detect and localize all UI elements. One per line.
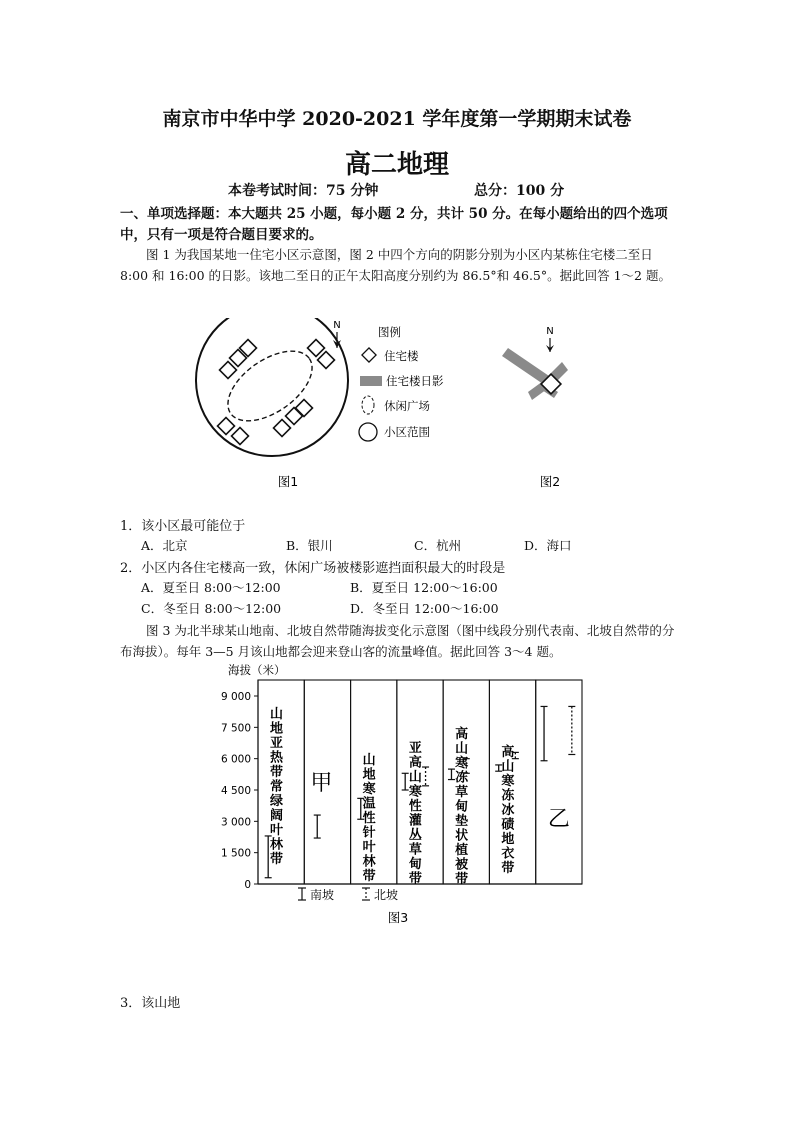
figure-1-2 — [190, 318, 610, 493]
svg-text:山: 山 — [362, 753, 376, 768]
svg-text:性: 性 — [362, 811, 376, 826]
svg-text:冻: 冻 — [455, 770, 469, 786]
svg-text:垫: 垫 — [455, 814, 469, 829]
svg-text:林: 林 — [362, 854, 376, 870]
svg-text:高: 高 — [455, 727, 469, 742]
fig1-caption: 图1 — [277, 474, 299, 489]
svg-text:山: 山 — [501, 759, 515, 775]
svg-text:带: 带 — [408, 871, 422, 887]
building — [308, 340, 325, 357]
y-tick-label: 9 000 — [220, 691, 251, 703]
svg-text:植: 植 — [455, 843, 469, 858]
building — [218, 418, 235, 435]
zone-label: 甲 — [310, 771, 333, 796]
q2-option-d[interactable]: D．冬至日 12:00～16:00 — [350, 601, 499, 616]
svg-text:灌: 灌 — [408, 813, 422, 829]
svg-text:针: 针 — [362, 825, 376, 841]
svg-text:亚: 亚 — [270, 736, 284, 751]
svg-text:带: 带 — [455, 872, 469, 887]
exam-title: 南京市中华中学 2020-2021 学年度第一学期期末试卷 — [162, 108, 632, 130]
q2-option-a[interactable]: A．夏至日 8:00～12:00 — [141, 580, 281, 595]
legend-plaza-icon — [362, 396, 374, 414]
svg-text:寒: 寒 — [501, 774, 515, 789]
subject-title: 高二地理 — [344, 150, 449, 180]
svg-text:带: 带 — [501, 861, 515, 876]
y-tick-label: 1 500 — [220, 847, 251, 860]
zone-label — [455, 726, 469, 887]
svg-text:地: 地 — [362, 767, 376, 783]
zone-label — [408, 741, 422, 887]
y-axis-label: 海拔（米） — [228, 663, 286, 677]
fig3-caption: 图3 — [387, 910, 409, 925]
leisure-plaza — [216, 337, 324, 435]
intro-q1-2: 图 1 为我国某地一住宅小区示意图，图 2 中四个方向的阴影分别为小区内某栋住宅楼二至日 8:00 和 16:00 的日影。该地二至日的正午太阳高度分别约为 86.5°和 46.5°。据此回答 1～2 题。 — [120, 247, 671, 283]
zone-column — [536, 680, 582, 884]
svg-text:甸: 甸 — [455, 799, 469, 815]
building — [232, 428, 249, 445]
svg-text:山: 山 — [455, 741, 469, 757]
svg-text:高: 高 — [501, 745, 515, 760]
south-slope-range — [314, 815, 321, 838]
svg-text:冰: 冰 — [501, 803, 515, 818]
north-arrow-icon — [546, 326, 554, 352]
legend-title: 图例 — [378, 325, 401, 339]
y-tick-label: 0 — [244, 879, 251, 891]
building — [220, 362, 237, 379]
svg-text:温: 温 — [362, 796, 376, 812]
svg-text:阔: 阔 — [270, 808, 284, 824]
north-slope-range — [568, 706, 575, 754]
svg-text:叶: 叶 — [270, 823, 284, 838]
svg-text:草: 草 — [408, 842, 422, 858]
y-tick-label: 7 500 — [220, 722, 251, 735]
south-slope-range — [448, 769, 455, 779]
legend-label: 住宅楼 — [384, 349, 419, 363]
legend-north — [362, 887, 398, 902]
svg-text:热: 热 — [270, 750, 284, 766]
q1-option-b[interactable]: B．银川 — [286, 538, 333, 553]
svg-text:N: N — [546, 326, 554, 337]
svg-text:南坡: 南坡 — [310, 888, 335, 902]
svg-text:N: N — [333, 320, 341, 331]
question-3: 3．该山地 — [120, 996, 181, 1011]
legend-label: 小区范围 — [384, 425, 430, 439]
svg-text:冻: 冻 — [501, 788, 515, 804]
fig2-caption: 图2 — [539, 474, 561, 489]
svg-text:山: 山 — [270, 707, 284, 722]
svg-text:林: 林 — [270, 837, 284, 853]
section-heading: 一、单项选择题：本大题共 25 小题，每小题 2 分，共计 50 分。在每小题给出的四个选项中，只有一项是符合题目要求的。 — [120, 206, 668, 243]
exam-score: 总分：100 分 — [474, 183, 565, 199]
y-tick-label: 3 000 — [220, 816, 251, 829]
figure-2-shadows — [502, 348, 568, 400]
intro-q3-4: 图 3 为北半球某山地南、北坡自然带随海拔变化示意图（图中线段分别代表南、北坡自然带的分布海拔）。每年 3—5 月该山地都会迎来登山客的流量峰值。据此回答 3～4 题。 — [120, 623, 675, 659]
svg-text:地: 地 — [270, 721, 284, 737]
question-2: 2．小区内各住宅楼高一致，休闲广场被楼影遮挡面积最大的时段是 — [120, 561, 506, 576]
svg-text:性: 性 — [408, 799, 422, 814]
q1-option-c[interactable]: C．杭州 — [414, 538, 462, 553]
svg-text:寒: 寒 — [455, 756, 469, 771]
residential-buildings — [218, 340, 335, 445]
svg-text:带: 带 — [270, 852, 284, 867]
legend-building-icon — [362, 348, 376, 362]
svg-text:甸: 甸 — [408, 857, 422, 872]
y-tick-label: 6 000 — [220, 753, 251, 766]
legend-south — [298, 887, 334, 902]
svg-text:寒: 寒 — [408, 784, 422, 800]
legend-label: 休闲广场 — [384, 399, 430, 413]
svg-text:寒: 寒 — [362, 782, 376, 797]
north-slope-range — [422, 767, 429, 786]
svg-text:丛: 丛 — [408, 828, 422, 843]
svg-text:常: 常 — [270, 779, 284, 795]
svg-text:碛: 碛 — [501, 817, 515, 833]
zone-label — [501, 744, 515, 876]
y-tick-label: 4 500 — [220, 785, 251, 797]
zone-label — [362, 753, 377, 884]
svg-text:带: 带 — [270, 765, 284, 780]
svg-text:叶: 叶 — [362, 840, 376, 855]
q2-option-b[interactable]: B．夏至日 12:00～16:00 — [350, 580, 498, 595]
exam-time: 本卷考试时间：75 分钟 — [228, 183, 379, 199]
legend-shadow-icon — [360, 376, 382, 386]
q2-option-c[interactable]: C．冬至日 8:00～12:00 — [141, 601, 282, 616]
svg-text:山: 山 — [408, 770, 422, 785]
question-1: 1．该小区最可能位于 — [120, 519, 246, 534]
legend-boundary-icon — [359, 423, 377, 441]
svg-text:状: 状 — [455, 828, 469, 844]
svg-text:高: 高 — [408, 755, 422, 771]
svg-text:带: 带 — [362, 869, 376, 884]
q1-option-a[interactable]: A．北京 — [141, 538, 188, 553]
svg-text:草: 草 — [455, 785, 469, 800]
zone-label — [270, 707, 284, 867]
q1-option-d[interactable]: D．海口 — [524, 538, 572, 553]
zone-label: 乙 — [547, 807, 570, 832]
community-boundary — [196, 318, 348, 456]
svg-text:亚: 亚 — [408, 741, 422, 756]
svg-text:北坡: 北坡 — [374, 888, 399, 902]
building — [274, 420, 291, 437]
building — [318, 352, 335, 369]
svg-text:衣: 衣 — [501, 846, 515, 862]
svg-text:被: 被 — [455, 857, 469, 873]
south-slope-range — [541, 706, 548, 760]
svg-text:地: 地 — [501, 832, 515, 847]
figure-3-chart — [210, 660, 590, 930]
south-slope-range — [402, 773, 409, 790]
svg-text:绿: 绿 — [270, 794, 284, 809]
legend-label: 住宅楼日影 — [386, 374, 444, 388]
